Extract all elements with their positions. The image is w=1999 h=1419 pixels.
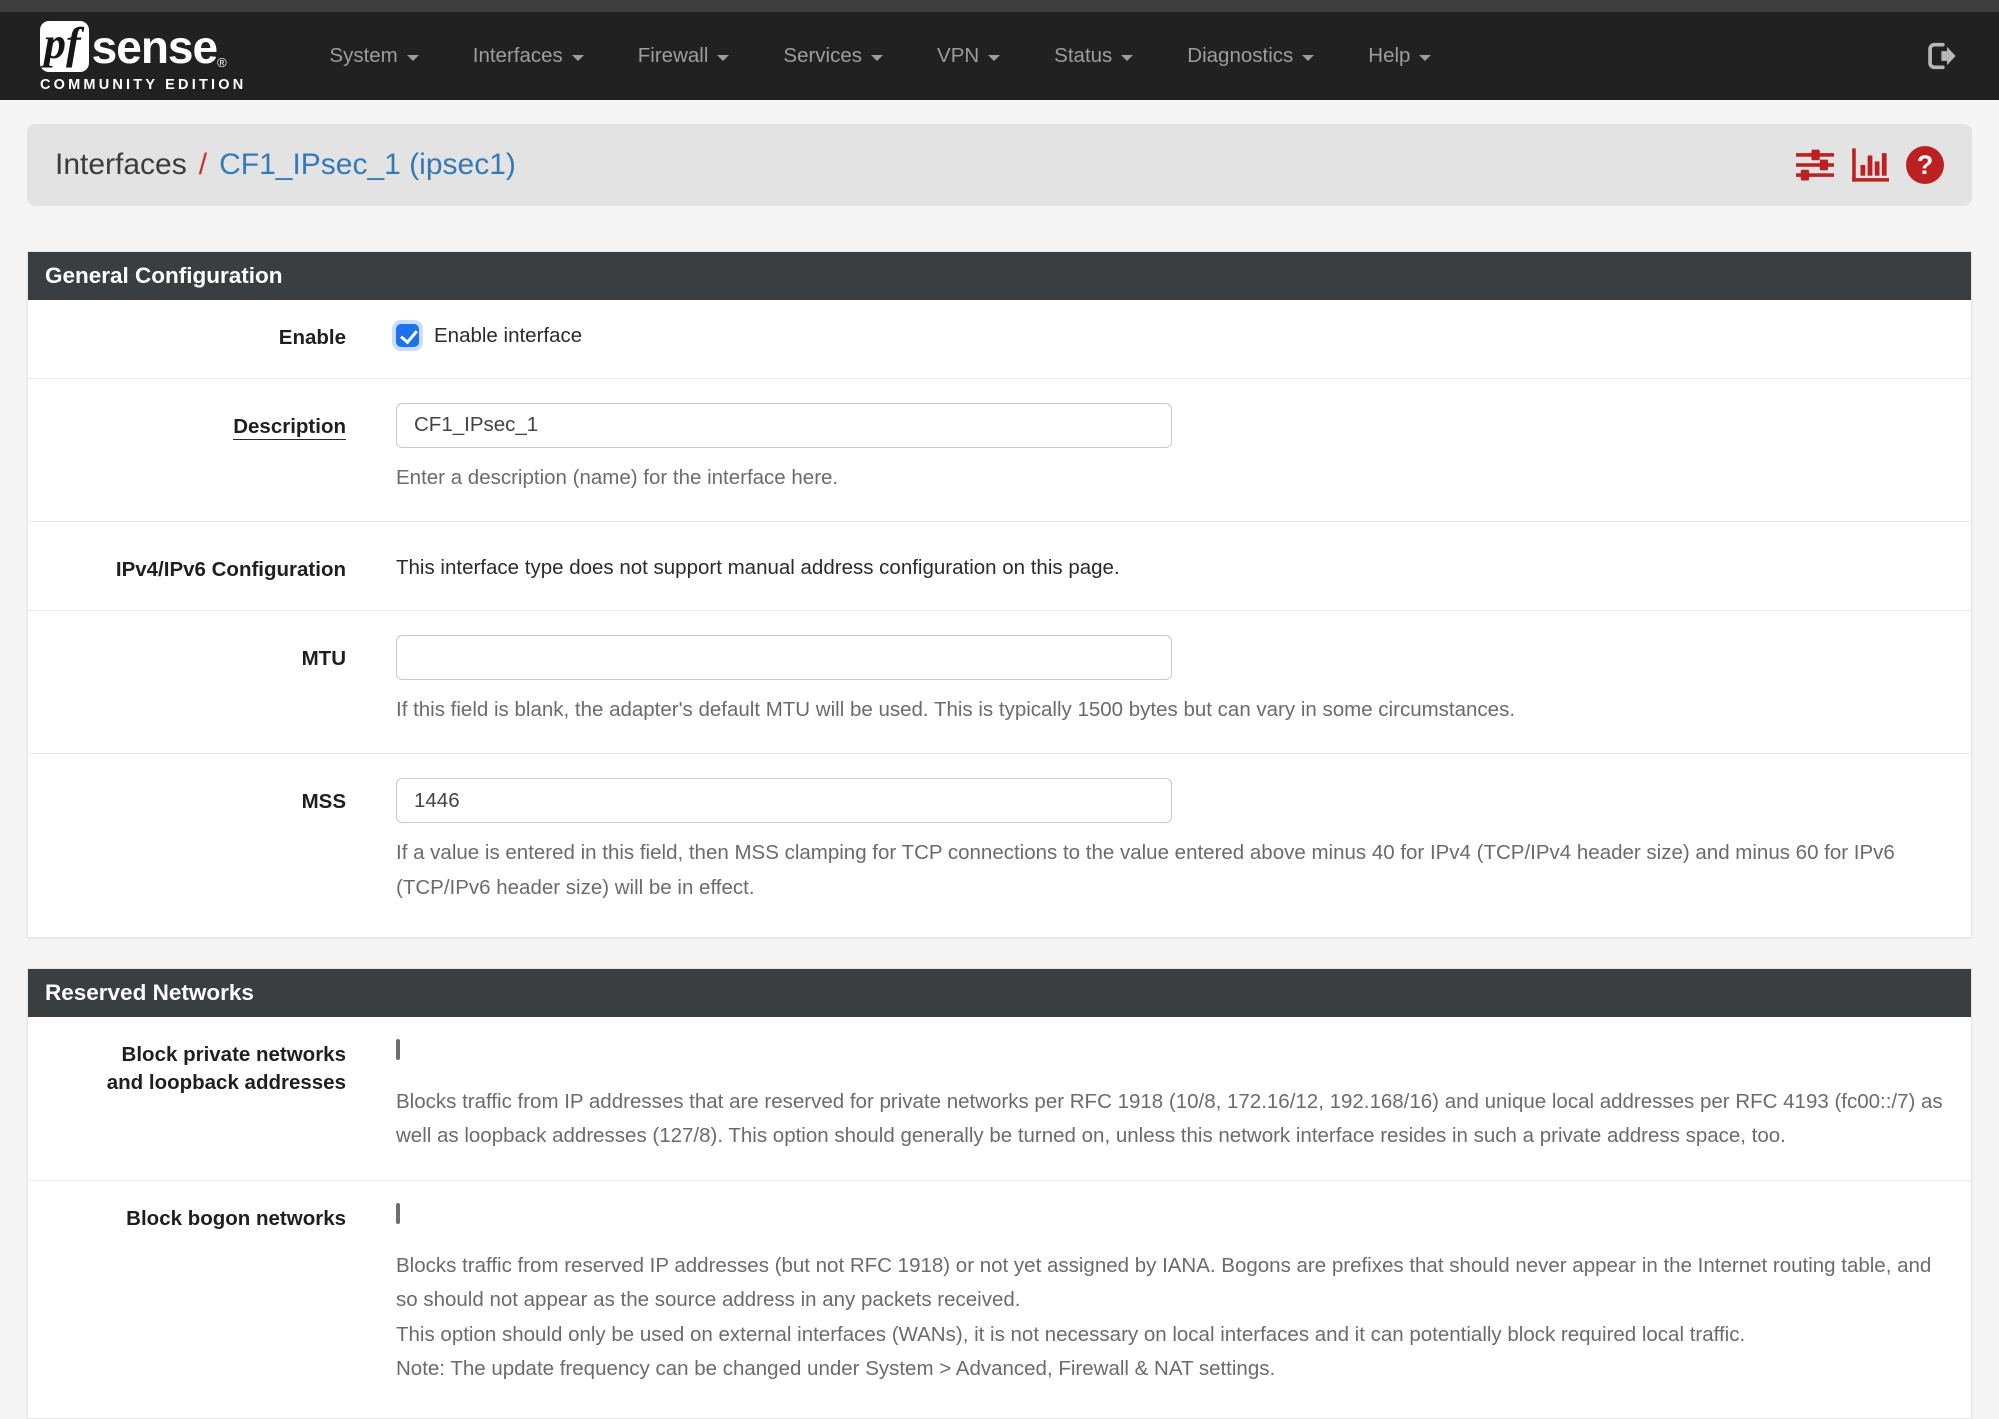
sliders-icon[interactable]: [1796, 148, 1834, 182]
description-label: Description: [233, 414, 346, 438]
ip-config-label: IPv4/IPv6 Configuration: [115, 557, 346, 581]
row-ip-configuration: [28, 521, 1971, 610]
mtu-label: MTU: [301, 646, 346, 670]
chevron-down-icon: [1302, 55, 1314, 61]
logo-pf-mark: pf: [40, 21, 89, 71]
logo-edition-text: COMMUNITY EDITION: [40, 76, 247, 93]
row-block-private: [28, 1017, 1971, 1180]
nav-item-interfaces[interactable]: Interfaces: [446, 12, 611, 100]
mtu-input[interactable]: [396, 635, 1172, 680]
row-mss: [28, 753, 1971, 931]
breadcrumb-current-link[interactable]: CF1_IPsec_1 (ipsec1): [219, 148, 516, 181]
nav-item-status[interactable]: Status: [1027, 12, 1160, 100]
panel-reserved-networks: [27, 968, 1972, 1419]
block-bogon-label: Block bogon networks: [126, 1206, 346, 1230]
chevron-down-icon: [407, 55, 419, 61]
logo-sense-text: sense: [91, 20, 218, 73]
block-bogon-help-line-1: Blocks traffic from reserved IP addresses (but not RFC 1918) or not yet assigned by IANA. Bogons are prefixes that should never appear in the Internet routing table, and so should not appear as the source address in any packets received.: [396, 1253, 1932, 1312]
main-navbar: [0, 12, 1999, 100]
nav-item-vpn[interactable]: VPN: [910, 12, 1027, 100]
bar-chart-icon[interactable]: [1851, 148, 1889, 182]
chevron-down-icon: [1121, 55, 1133, 61]
nav-item-help[interactable]: Help: [1341, 12, 1458, 100]
pfsense-logo[interactable]: [40, 20, 246, 93]
chevron-down-icon: [717, 55, 729, 61]
mss-help: If a value is entered in this field, then MSS clamping for TCP connections to the value entered above minus 40 for IPv4 (TCP/IPv4 header size) and minus 60 for IPv6 (TCP/IPv6 header size) will be in effect.: [396, 841, 1895, 899]
chevron-down-icon: [988, 55, 1000, 61]
nav-item-services[interactable]: Services: [756, 12, 910, 100]
panel-general-configuration: [27, 251, 1972, 938]
breadcrumb-bar: [27, 124, 1972, 206]
chevron-down-icon: [572, 55, 584, 61]
row-mtu: [28, 610, 1971, 753]
mss-input[interactable]: [396, 778, 1172, 823]
enable-label: Enable: [278, 325, 346, 349]
sign-out-icon[interactable]: [1923, 39, 1957, 73]
panel-title: Reserved Networks: [28, 969, 1971, 1017]
mss-label: MSS: [301, 790, 346, 814]
content-container: [27, 124, 1972, 1419]
row-description: [28, 378, 1971, 521]
breadcrumb-section: Interfaces: [55, 148, 187, 181]
block-bogon-help-line-2: This option should only be used on external interfaces (WANs), it is not necessary on local interfaces and it can potentially block required local traffic.: [396, 1322, 1746, 1346]
breadcrumb-separator: /: [198, 148, 208, 181]
description-help: Enter a description (name) for the interface here.: [396, 465, 839, 489]
ip-config-static-text: This interface type does not support manual address configuration on this page.: [396, 555, 1120, 579]
top-strip: [0, 0, 1999, 12]
row-block-bogon: [28, 1180, 1971, 1413]
mtu-help: If this field is blank, the adapter's default MTU will be used. This is typically 1500 bytes but can vary in some circumstances.: [396, 697, 1516, 721]
nav-menu: [302, 12, 1458, 100]
row-enable: [28, 300, 1971, 378]
block-private-help: Blocks traffic from IP addresses that are reserved for private networks per RFC 1918 (10/8, 172.16/12, 192.168/16) and unique local addresses per RFC 4193 (fc00::/7) as well as loopback addresses (127/8). This option should generally be turned on, unless this network interface resides in such a private address space, too.: [396, 1089, 1943, 1148]
block-private-checkbox[interactable]: [396, 1039, 400, 1060]
nav-item-firewall[interactable]: Firewall: [611, 12, 757, 100]
enable-interface-checkbox[interactable]: [396, 324, 419, 347]
block-bogon-checkbox[interactable]: [396, 1203, 400, 1224]
breadcrumb: [55, 148, 516, 182]
chevron-down-icon: [1419, 55, 1431, 61]
panel-title: General Configuration: [28, 252, 1971, 300]
nav-item-diagnostics[interactable]: Diagnostics: [1160, 12, 1341, 100]
help-circle-icon[interactable]: ?: [1906, 146, 1944, 184]
logo-registered-mark: ®: [217, 54, 227, 70]
block-private-label: Block private networks and loopback addresses: [106, 1042, 346, 1094]
block-bogon-help: [396, 1249, 1955, 1387]
chevron-down-icon: [871, 55, 883, 61]
nav-item-system[interactable]: System: [302, 12, 445, 100]
enable-interface-checkbox-label: Enable interface: [434, 323, 583, 347]
breadcrumb-actions: [1796, 146, 1944, 184]
block-bogon-help-line-3: Note: The update frequency can be changed under System > Advanced, Firewall & NAT settings.: [396, 1357, 1276, 1381]
description-input[interactable]: [396, 403, 1172, 448]
